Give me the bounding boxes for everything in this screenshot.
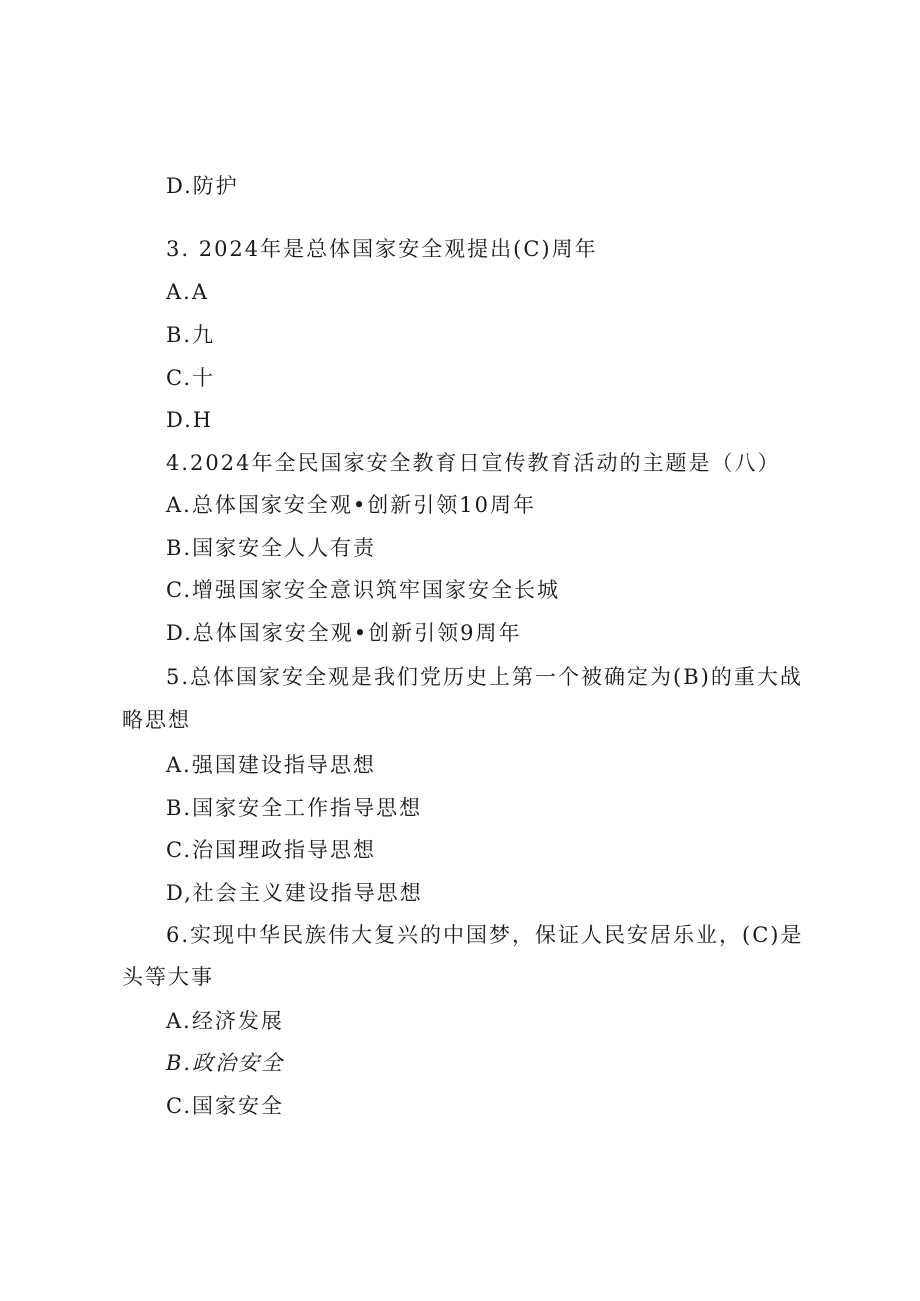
q3-option-d: D.H	[166, 408, 214, 432]
q3-question: 3. 2024年是总体国家安全观提出(C)周年	[166, 237, 598, 261]
q4-question: 4.2024年全民国家安全教育日宣传教育活动的主题是（八）	[166, 451, 781, 475]
q5-option-b: B.国家安全工作指导思想	[166, 796, 423, 820]
q5-option-c: C.治国理政指导思想	[166, 838, 376, 862]
q6-question: 6.实现中华民族伟大复兴的中国梦，保证人民安居乐业，(C)是	[166, 923, 804, 947]
q4-option-c: C.增强国家安全意识筑牢国家安全长城	[166, 578, 560, 602]
q6-option-b: B.政治安全	[166, 1051, 285, 1075]
q4-option-a: A.总体国家安全观•创新引领10周年	[166, 493, 536, 517]
q5-option-a: A.强国建设指导思想	[166, 753, 376, 777]
q6-option-c: C.国家安全	[166, 1094, 284, 1118]
q6-option-a: A.经济发展	[166, 1009, 284, 1033]
q2-option-d: D.防护	[166, 174, 239, 198]
q4-option-b: B.国家安全人人有责	[166, 536, 377, 560]
q6-question-continued: 头等大事	[122, 965, 214, 989]
q5-question: 5.总体国家安全观是我们党历史上第一个被确定为(B)的重大战	[166, 665, 803, 689]
q5-option-d: D,社会主义建设指导思想	[166, 881, 423, 905]
q3-option-c: C.十	[166, 366, 215, 390]
q4-option-d: D.总体国家安全观•创新引领9周年	[166, 621, 522, 645]
q3-option-b: B.九	[166, 323, 216, 347]
q5-question-continued: 略思想	[122, 708, 191, 732]
q3-option-a: A.A	[166, 280, 210, 304]
